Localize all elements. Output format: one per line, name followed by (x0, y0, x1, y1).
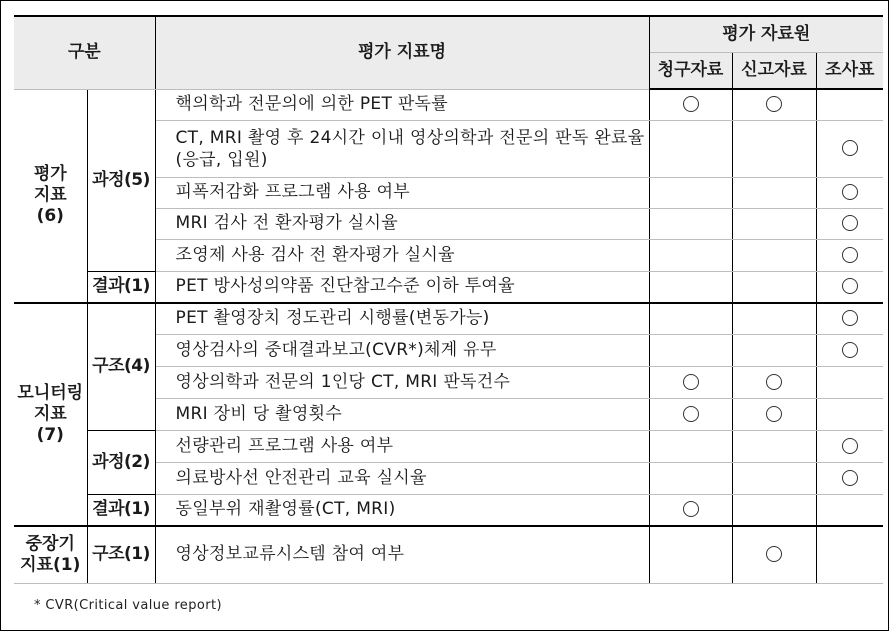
source-claims-cell (649, 398, 732, 430)
source-report-cell (732, 303, 816, 334)
subgroup-mon-structure: 구조(4) (87, 303, 155, 430)
subgroup-eval-result: 결과(1) (87, 271, 155, 303)
source-report-cell (732, 208, 816, 239)
source-report-cell (732, 120, 816, 177)
source-report-cell (732, 494, 816, 526)
source-survey-cell (816, 494, 883, 526)
table-row (14, 494, 883, 526)
source-report-cell (732, 430, 816, 462)
header-indicator-name: 평가 지표명 (155, 16, 649, 89)
source-survey-cell (816, 334, 883, 366)
source-survey-cell (816, 303, 883, 334)
source-claims-cell (649, 526, 732, 583)
indicator-name: 영상정보교류시스템 참여 여부 (155, 526, 649, 583)
circle-mark-icon (766, 406, 782, 422)
group-longterm-indicators: 중장기 지표(1) (14, 526, 87, 583)
source-report-cell (732, 526, 816, 583)
table-row (14, 430, 883, 462)
source-claims-cell (649, 366, 732, 398)
subgroup-mon-result: 결과(1) (87, 494, 155, 526)
circle-mark-icon (842, 310, 858, 326)
circle-mark-icon (842, 140, 858, 156)
source-claims-cell (649, 334, 732, 366)
indicator-name: 핵의학과 전문의에 의한 PET 판독률 (155, 89, 649, 120)
source-report-cell (732, 177, 816, 208)
circle-mark-icon (766, 96, 782, 112)
table-row (14, 89, 883, 120)
source-claims-cell (649, 177, 732, 208)
circle-mark-icon (842, 342, 858, 358)
indicator-name: MRI 장비 당 촬영횟수 (155, 398, 649, 430)
source-report-cell (732, 89, 816, 120)
source-survey-cell (816, 239, 883, 271)
source-report-cell (732, 366, 816, 398)
header-source-group: 평가 자료원 (649, 16, 883, 52)
circle-mark-icon (842, 184, 858, 200)
circle-mark-icon (842, 215, 858, 231)
circle-mark-icon (683, 406, 699, 422)
subgroup-eval-process: 과정(5) (87, 89, 155, 271)
source-claims-cell (649, 430, 732, 462)
indicator-name: 조영제 사용 검사 전 환자평가 실시율 (155, 239, 649, 271)
source-claims-cell (649, 271, 732, 303)
subgroup-lt-structure: 구조(1) (87, 526, 155, 583)
circle-mark-icon (683, 501, 699, 517)
source-report-cell (732, 334, 816, 366)
circle-mark-icon (683, 374, 699, 390)
source-report-cell (732, 239, 816, 271)
header-source-claims: 청구자료 (649, 52, 732, 89)
source-claims-cell (649, 208, 732, 239)
source-report-cell (732, 398, 816, 430)
table-row (14, 271, 883, 303)
indicator-name: PET 방사성의약품 진단참고수준 이하 투여율 (155, 271, 649, 303)
circle-mark-icon (766, 374, 782, 390)
circle-mark-icon (842, 438, 858, 454)
source-survey-cell (816, 120, 883, 177)
source-survey-cell (816, 398, 883, 430)
footnote: * CVR(Critical value report) (34, 598, 222, 613)
source-survey-cell (816, 366, 883, 398)
indicator-name: 영상검사의 중대결과보고(CVR*)체계 유무 (155, 334, 649, 366)
source-claims-cell (649, 303, 732, 334)
circle-mark-icon (842, 247, 858, 263)
source-survey-cell (816, 462, 883, 494)
circle-mark-icon (842, 470, 858, 486)
source-survey-cell (816, 208, 883, 239)
indicator-name: CT, MRI 촬영 후 24시간 이내 영상의학과 전문의 판독 완료율(응급, 입원) (155, 120, 649, 177)
source-report-cell (732, 462, 816, 494)
source-claims-cell (649, 239, 732, 271)
evaluation-indicator-table (14, 15, 883, 584)
header-category: 구분 (14, 16, 155, 89)
indicator-name: 의료방사선 안전관리 교육 실시율 (155, 462, 649, 494)
indicator-name: 영상의학과 전문의 1인당 CT, MRI 판독건수 (155, 366, 649, 398)
group-evaluation-indicators: 평가 지표 (6) (14, 89, 87, 303)
subgroup-mon-process: 과정(2) (87, 430, 155, 494)
indicator-name: 선량관리 프로그램 사용 여부 (155, 430, 649, 462)
indicator-name: 피폭저감화 프로그램 사용 여부 (155, 177, 649, 208)
source-claims-cell (649, 462, 732, 494)
header-source-report: 신고자료 (732, 52, 816, 89)
group-monitoring-indicators: 모니터링 지표 (7) (14, 303, 87, 526)
source-claims-cell (649, 89, 732, 120)
indicator-name: MRI 검사 전 환자평가 실시율 (155, 208, 649, 239)
source-survey-cell (816, 430, 883, 462)
circle-mark-icon (683, 96, 699, 112)
table-row (14, 526, 883, 583)
source-claims-cell (649, 120, 732, 177)
circle-mark-icon (842, 278, 858, 294)
circle-mark-icon (766, 546, 782, 562)
source-survey-cell (816, 89, 883, 120)
table-row (14, 303, 883, 334)
header-source-survey: 조사표 (816, 52, 883, 89)
source-survey-cell (816, 177, 883, 208)
source-claims-cell (649, 494, 732, 526)
source-report-cell (732, 271, 816, 303)
indicator-name: 동일부위 재촬영률(CT, MRI) (155, 494, 649, 526)
source-survey-cell (816, 271, 883, 303)
indicator-name: PET 촬영장치 정도관리 시행률(변동가능) (155, 303, 649, 334)
source-survey-cell (816, 526, 883, 583)
